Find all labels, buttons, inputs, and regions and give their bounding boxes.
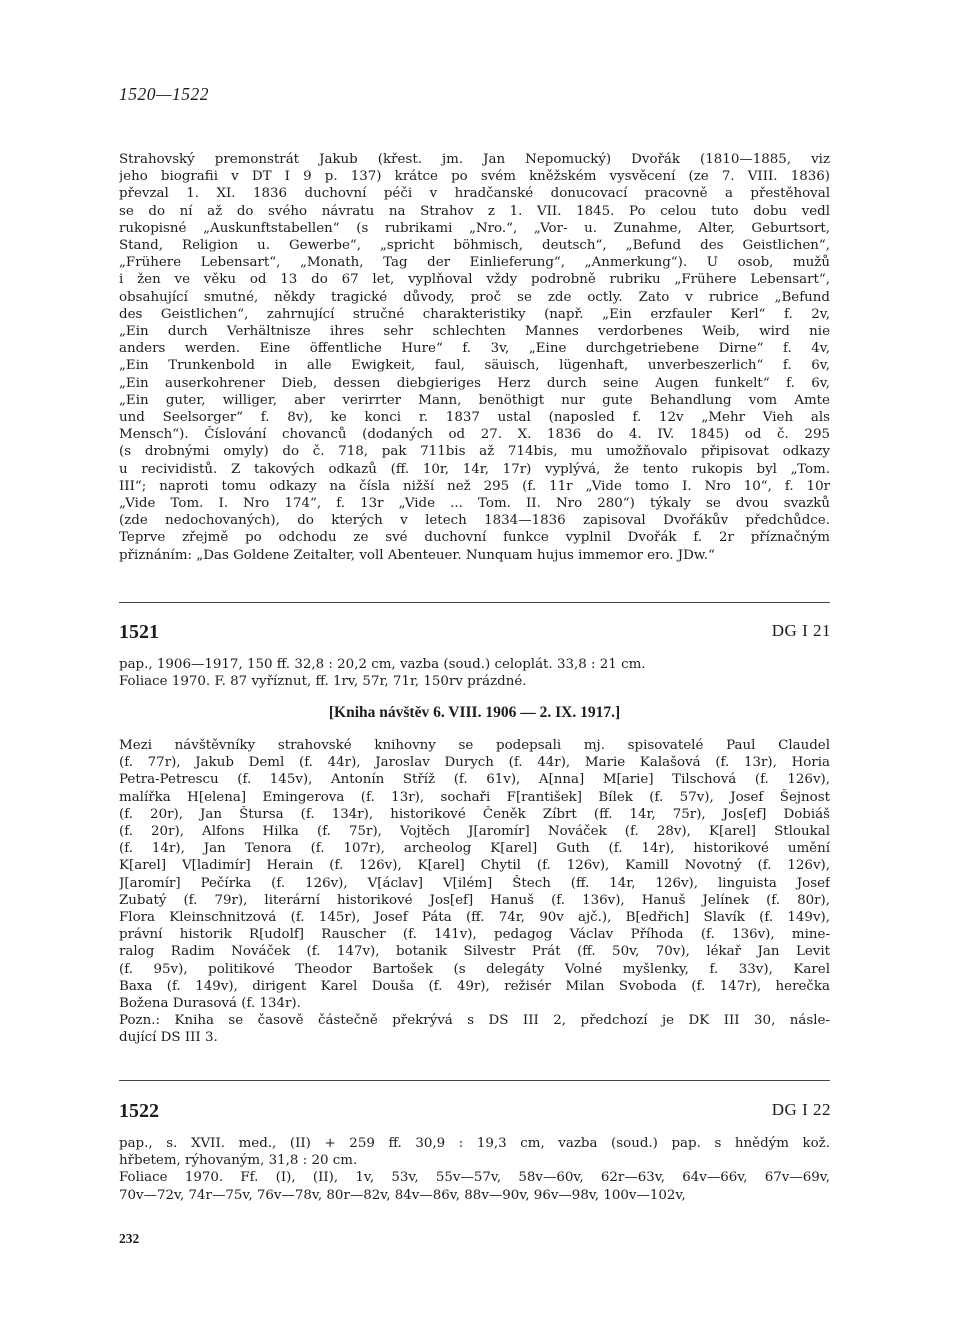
text-line: „Ein Trunkenbold in alle Ewigkeit, faul, säuisch, lügenhaft, unverbeszerlich“ f. 6v, — [119, 358, 830, 374]
entry-shelfmark: DG I 21 — [771, 621, 831, 640]
text-line: (s drobnými omyly) do č. 718, pak 711bis až 714bis, mu umožňovalo připisovat odkazy — [119, 444, 830, 460]
text-line: se do ní až do svého návratu na Strahov z 1. VII. 1845. Po celou tuto dobu vedl — [119, 203, 830, 219]
text-line: Božena Durasová (f. 134r). — [119, 996, 301, 1012]
entry-number: 1522 — [119, 1100, 159, 1122]
text-line: „Frühere Lebensart“, „Monath, Tag der Einlieferung“, „Anmerkung“). U osob, mužů — [119, 255, 830, 271]
text-line: und Seelsorger“ f. 8v), ke konci r. 1837 ustal (naposled f. 12v „Mehr Vieh als — [119, 410, 830, 426]
entry-content — [119, 737, 830, 1047]
text-line: III“; naproti tomu odkazy na čísla nižší než 295 (f. 11r „Vide tomo I. Nro 10“, f. 10r — [119, 478, 830, 494]
entry-description — [119, 656, 830, 690]
section-divider — [119, 602, 830, 603]
text-line: převzal 1. XI. 1836 duchovní péči v hradčanské donucovací pracovně a přestěhoval — [119, 186, 830, 202]
text-line: Zubatý (f. 79r), literární historikové Jos[ef] Hanuš (f. 136v), Hanuš Jelínek (f. 80r), — [119, 892, 830, 908]
text-line: Pozn.: Kniha se časově částečně překrývá s DS III 2, předchozí je DK III 30, násle- — [119, 1013, 830, 1029]
text-line: Baxa (f. 149v), dirigent Karel Douša (f. 49r), režisér Milan Svoboda (f. 147r), herečka — [119, 978, 830, 994]
intro-paragraph — [119, 151, 830, 564]
text-line: K[arel] V[ladimír] Herain (f. 126v), K[arel] Chytil (f. 126v), Kamill Novotný (f. 126v), — [119, 858, 830, 874]
text-line: hřbetem, rýhovaným, 31,8 : 20 cm. — [119, 1153, 358, 1169]
text-line: (zde nedochovaných), do kterých v letech 1834—1836 zapisoval Dvořákův předchůdce. — [119, 513, 830, 529]
text-line: „Vide Tom. I. Nro 174“, f. 13r „Vide ... Tom. II. Nro 280“) týkaly se dvou svazků — [119, 496, 830, 512]
text-line: dující DS III 3. — [119, 1030, 218, 1046]
entry-title: [Kniha návštěv 6. VIII. 1906 — 2. IX. 1917.] — [328, 704, 621, 721]
text-line: rukopisné „Auskunftstabellen“ (s rubrikami „Nro.“, „Vor- u. Zunahme, Alter, Geburtsort, — [119, 220, 830, 236]
text-line: Flora Kleinschnitzová (f. 145r), Josef Páta (ff. 74r, 90v ajč.), B[edřich] Slavík (f. 149v), — [119, 910, 830, 926]
text-line: Strahovský premonstrát Jakub (křest. jm. Jan Nepomucký) Dvořák (1810—1885, viz — [119, 152, 830, 167]
running-head: 1520—1522 — [119, 84, 210, 104]
text-line: „Ein guter, williger, aber verirrter Mann, benöthigt nur gute Behandlung vom Amte — [119, 392, 830, 408]
text-line: pap., s. XVII. med., (II) + 259 ff. 30,9 : 19,3 cm, vazba (soud.) pap. s hnědým kož. — [119, 1136, 830, 1151]
text-line: Mensch“). Číslování chovanců (dodaných od 27. X. 1836 do 4. IV. 1845) od č. 295 — [119, 427, 830, 443]
entry-number: 1521 — [119, 621, 159, 643]
text-line: i žen ve věku od 13 do 67 let, vyplňoval vždy podrobně rubriku „Frühere Lebensart“, — [119, 272, 830, 288]
text-line: „Ein durch Verhältnisze ihres sehr schlechten Mannes verdorbenes Weib, wird nie — [119, 324, 830, 340]
text-line: (f. 20r), Alfons Hilka (f. 75r), Vojtěch J[aromír] Nováček (f. 28v), K[arel] Stloukal — [119, 824, 830, 840]
section-divider — [119, 1080, 830, 1081]
entry-shelfmark: DG I 22 — [771, 1100, 831, 1119]
text-line: (f. 14r), Jan Tenora (f. 107r), archeolog K[arel] Guth (f. 14r), historikové umění — [119, 841, 830, 857]
text-line: (f. 77r), Jakub Deml (f. 44r), Jaroslav Durych (f. 44r), Marie Kalašová (f. 13r), Horia — [119, 755, 830, 771]
text-line: des Geistlichen“, zahrnující stručné charakteristiky (např. „Ein erzfauler Kerl“ f. 2v, — [119, 306, 830, 322]
text-line: (f. 95v), politikové Theodor Bartošek (s delegáty Volné myšlenky, f. 33v), Karel — [119, 961, 830, 977]
text-line: Petra-Petrescu (f. 145v), Antonín Stříž (f. 61v), A[nna] M[arie] Tilschová (f. 126v), — [119, 772, 830, 788]
text-line: Foliace 1970. F. 87 vyříznut, ff. 1rv, 57r, 71r, 150rv prázdné. — [119, 674, 527, 690]
text-line: 70v—72v, 74r—75v, 76v—78v, 80r—82v, 84v—86v, 88v—90v, 96v—98v, 100v—102v, — [119, 1187, 686, 1203]
text-line: Mezi návštěvníky strahovské knihovny se podepsali mj. spisovatelé Paul Claudel — [119, 738, 830, 753]
text-line: pap., 1906—1917, 150 ff. 32,8 : 20,2 cm, vazba (soud.) celoplát. 33,8 : 21 cm. — [119, 657, 646, 672]
text-line: Foliace 1970. Ff. (I), (II), 1v, 53v, 55v—57v, 58v—60v, 62r—63v, 64v—66v, 67v—69v, — [119, 1170, 830, 1186]
text-line: u recividistů. Z takových odkazů (ff. 10r, 14r, 17r) vyplývá, že tento rukopis byl „Tom. — [119, 461, 830, 477]
text-line: jeho biografii v DT I 9 p. 137) krátce po svém kněžském vysvěcení (ze 7. VIII. 1836) — [119, 169, 830, 185]
page-number: 232 — [119, 1231, 140, 1246]
text-line: obsahující smutné, někdy tragické důvody, proč se zde octly. Zato v rubrice „Befund — [119, 289, 830, 305]
text-line: anders werden. Eine öffentliche Hure“ f. 3v, „Eine durchgetriebene Dirne“ f. 4v, — [119, 341, 830, 357]
entry-description — [119, 1135, 830, 1204]
text-line: ralog Radim Nováček (f. 147v), botanik Silvestr Prát (ff. 50v, 70v), lékař Jan Levit — [119, 944, 830, 960]
text-line: (f. 20r), Jan Štursa (f. 134r), historikové Čeněk Zíbrt (ff. 14r, 75r), Jos[ef] Dobiáš — [119, 806, 830, 822]
text-line: Stand, Religion u. Gewerbe“, „spricht böhmisch, deutsch“, „Befund des Geistlichen“, — [119, 238, 830, 254]
text-line: právní historik R[udolf] Rauscher (f. 141v), pedagog Václav Příhoda (f. 136v), mine- — [119, 927, 830, 943]
text-line: Teprve zřejmě po odchodu ze své duchovní funkce vyplnil Dvořák f. 2r příznačným — [119, 530, 830, 546]
text-line: „Ein auserkohrener Dieb, dessen diebgieriges Herz durch seine Augen funkelt“ f. 6v, — [119, 375, 830, 391]
text-line: J[aromír] Pečírka (f. 126v), V[áclav] V[ilém] Štech (ff. 14r, 126v), linguista Josef — [119, 875, 830, 891]
text-line: přiznáním: „Das Goldene Zeitalter, voll Abenteuer. Nunquam hujus immemor ero. JDw.“ — [119, 547, 715, 563]
text-line: malířka H[elena] Emingerova (f. 13r), sochaři F[rantišek] Bílek (f. 57v), Josef Šejnost — [119, 789, 830, 805]
